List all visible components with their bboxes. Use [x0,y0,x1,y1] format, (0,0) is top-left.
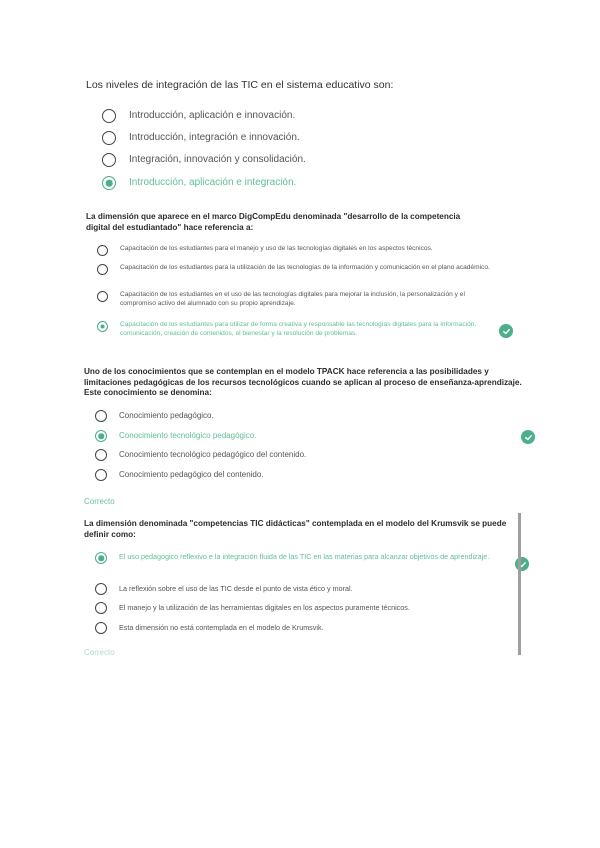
option-q2-4[interactable] [97,320,497,338]
option-q1-4[interactable] [102,176,296,190]
option-label: Conocimiento pedagógico. [119,411,214,420]
option-label: El manejo y la utilización de las herramientas digitales en los aspectos puramente técnicos. [119,603,410,612]
option-q4-3[interactable] [95,602,410,614]
option-q1-1[interactable] [102,109,295,123]
option-label: Introducción, aplicación e integración. [129,177,297,188]
radio-button[interactable] [102,131,116,145]
question-title: Los niveles de integración de las TIC en el sistema educativo son: [86,79,394,91]
question-1 [86,79,506,92]
option-label: Introducción, integración e innovación. [129,132,300,143]
option-label: Capacitación de los estudiantes para la utilización de las tecnologías de la información y comunicación en el plano académico. [120,264,490,271]
radio-button-selected[interactable] [95,552,107,564]
option-q2-3[interactable] [97,290,497,308]
option-q3-3[interactable] [95,449,306,461]
option-q1-2[interactable] [102,131,300,145]
check-circle-icon [499,324,513,338]
feedback-text: Correcto [84,497,115,506]
option-label: Esta dimensión no está contemplada en el modelo de Krumsvik. [119,623,324,632]
option-q2-1[interactable] [97,244,497,256]
option-q3-1[interactable] [95,410,214,422]
check-circle-icon [521,430,535,444]
scrollbar[interactable] [518,513,521,655]
radio-button[interactable] [95,602,107,614]
radio-button-selected[interactable] [97,321,108,332]
radio-button[interactable] [95,449,107,461]
option-label: La reflexión sobre el uso de las TIC desde el punto de vista ético y moral. [119,584,353,593]
option-label: Capacitación de los estudiantes para el manejo y uso de las tecnologías digitales en los aspectos técnicos. [120,245,433,252]
question-3 [84,367,524,399]
radio-button-selected[interactable] [95,430,107,442]
option-label: Introducción, aplicación e innovación. [129,110,296,121]
question-2 [86,212,486,233]
radio-button[interactable] [97,291,108,302]
option-q3-4[interactable] [95,469,264,481]
question-title: La dimensión que aparece en el marco DigCompEdu denominada "desarrollo de la competencia digital del estudiantado" hace referencia a: [86,212,461,232]
option-label: Conocimiento tecnológico pedagógico. [119,431,257,440]
option-label: Conocimiento pedagógico del contenido. [119,470,264,479]
radio-button[interactable] [97,245,108,256]
option-label: El uso pedagógico reflexivo e la integración fluida de las TIC en las materias para alcanzar objetivos de aprendizaje. [119,552,490,561]
radio-button[interactable] [95,469,107,481]
option-q4-1[interactable] [95,552,505,564]
radio-button[interactable] [102,109,116,123]
radio-button-selected[interactable] [102,176,116,190]
option-q4-4[interactable] [95,622,324,634]
option-label: Conocimiento tecnológico pedagógico del contenido. [119,450,307,459]
option-label: Capacitación de los estudiantes en el uso de las tecnologías digitales para mejorar la inclusión, la personalización y el compromiso activo del alumnado con su propio aprendizaje. [120,291,465,307]
radio-button[interactable] [97,264,108,275]
question-4 [84,519,514,540]
option-label: Integración, innovación y consolidación. [129,154,306,165]
radio-button[interactable] [102,153,116,167]
option-label: Capacitación de los estudiantes para utilizar de forma creativa y responsable las tecnologías digitales para la información, comunicación, creación de contenidos, el bienestar y la resolución de problemas. [120,321,477,337]
option-q2-2[interactable] [97,263,497,275]
feedback-text: Correcto [84,648,115,657]
option-q3-2[interactable] [95,430,256,442]
radio-button[interactable] [95,410,107,422]
radio-button[interactable] [95,583,107,595]
option-q1-3[interactable] [102,153,306,167]
question-title: Uno de los conocimientos que se contemplan en el modelo TPACK hace referencia a las posibilidades y limitaciones pedagógicas de los recursos tecnológicos cuando se aplican al proceso de enseñanza-aprendizaje. Este conocimiento se denomina: [84,367,522,397]
radio-button[interactable] [95,622,107,634]
option-q4-2[interactable] [95,583,353,595]
question-title: La dimensión denominada "competencias TIC didácticas" contemplada en el modelo del Krumsvik se puede definir como: [84,519,507,539]
